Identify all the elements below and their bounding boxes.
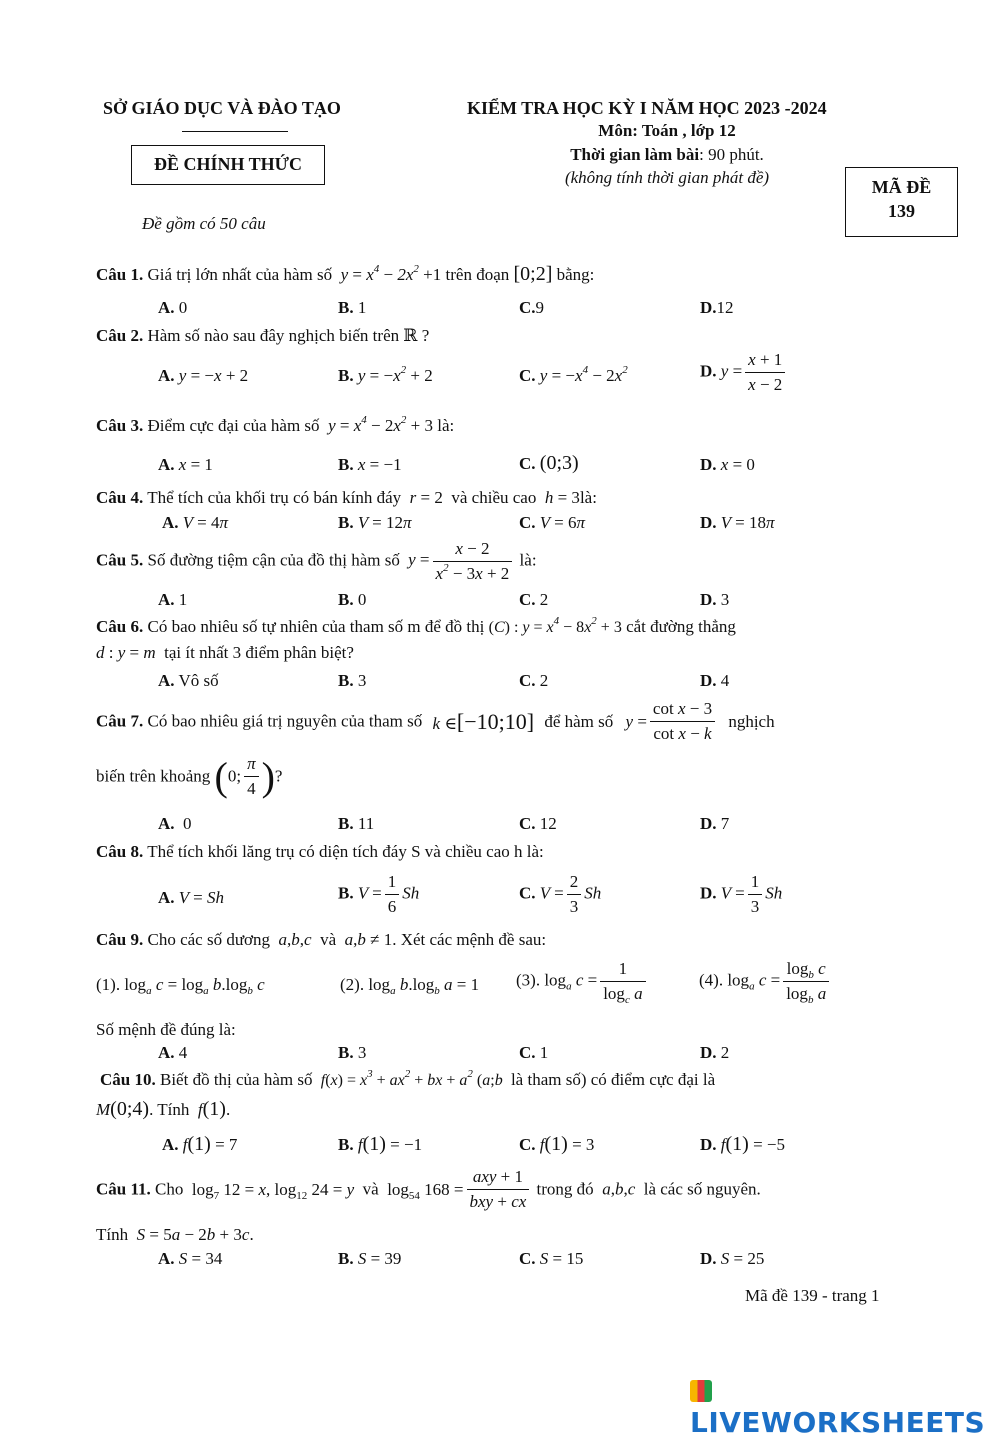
- statement-4: (4). $\log_a c$ = $\frac{\log_b c}{\log_b a}$: [699, 957, 832, 1006]
- question-text: là:: [519, 550, 537, 570]
- q11-option-a[interactable]: A. S = 34: [158, 1249, 223, 1268]
- question-text: Có bao nhiêu số tự nhiên của tham số m để đồ thị: [147, 617, 485, 636]
- question-3: [96, 416, 454, 436]
- option-label: C.: [519, 883, 536, 903]
- option-value: 0: [183, 814, 192, 833]
- question-label: Câu 10.: [100, 1070, 156, 1089]
- q9-option-a[interactable]: [158, 1043, 187, 1063]
- question-text: cắt đường thẳng: [626, 617, 736, 636]
- math-interval: [0;2]: [513, 263, 553, 285]
- q6-option-a[interactable]: [158, 671, 219, 691]
- q8-option-d[interactable]: D. V = $\frac{1}{3}$ Sh: [700, 872, 783, 916]
- q1-option-a[interactable]: [158, 298, 187, 318]
- q9-option-d[interactable]: [700, 1043, 729, 1063]
- q4-option-d[interactable]: D. V = 18π: [700, 513, 775, 532]
- question-text: và: [362, 1179, 379, 1199]
- option-label: B.: [338, 513, 354, 532]
- q9-count-text: Số mệnh đề đúng là:: [96, 1020, 236, 1039]
- question-text: nghịch: [728, 711, 775, 731]
- question-label: Câu 4.: [96, 488, 144, 507]
- question-6-cont: [96, 643, 354, 663]
- question-text: trong đó: [536, 1179, 594, 1199]
- option-label: C.: [519, 513, 536, 532]
- math-expression: $y = x^4 - 2x^2 +1$: [336, 263, 442, 284]
- option-label: A.: [158, 814, 175, 833]
- question-6: [96, 617, 736, 637]
- option-label: C.: [519, 1043, 536, 1062]
- option-label: C.: [519, 366, 536, 385]
- q11-option-d[interactable]: D. S = 25: [700, 1249, 765, 1268]
- paren-left: (: [214, 754, 228, 799]
- question-9: [96, 930, 546, 950]
- exam-time-note: (không tính thời gian phát đề): [564, 168, 770, 187]
- q2-option-d[interactable]: D. y = $\frac{x + 1}{x - 2}$: [700, 348, 788, 397]
- question-text: biến trên khoảng: [96, 766, 211, 786]
- option-value: 3: [720, 590, 730, 609]
- question-7: [96, 697, 775, 746]
- question-text: ?: [274, 766, 283, 786]
- header-divider: [182, 131, 288, 132]
- option-label: B.: [338, 590, 354, 609]
- math-expression: a,b,c: [597, 1179, 640, 1199]
- option-label: A.: [158, 455, 175, 474]
- exam-code-value: 139: [888, 201, 915, 221]
- math-expression: h = 3: [540, 488, 580, 507]
- q6-option-b[interactable]: [338, 671, 366, 691]
- question-label: Câu 6.: [96, 617, 144, 636]
- q8-option-a[interactable]: A. V = Sh: [158, 888, 224, 907]
- q9-option-b[interactable]: [338, 1043, 366, 1063]
- q1-option-b[interactable]: [338, 298, 366, 318]
- option-value: 4: [720, 671, 730, 690]
- math-expression: a,b,c: [274, 930, 316, 949]
- statement-1: (1). $\log_a c = \log_a b.\log_b$ c: [96, 975, 265, 997]
- option-value: Vô số: [178, 671, 219, 690]
- math-expression: a,b ≠ 1: [340, 930, 393, 949]
- option-label: D.: [700, 671, 717, 690]
- option-label: B.: [338, 366, 354, 385]
- option-label: B.: [338, 671, 354, 690]
- option-label: C.: [519, 1135, 536, 1154]
- option-value: 0: [357, 590, 367, 609]
- option-label: D.: [700, 1135, 717, 1154]
- question-text: Hàm số nào sau đây nghịch biến trên: [147, 326, 400, 345]
- option-label: B.: [338, 814, 354, 833]
- option-label: C.: [519, 814, 536, 833]
- q5-option-b[interactable]: [338, 590, 366, 610]
- q5-option-d[interactable]: [700, 590, 729, 610]
- q9-option-c[interactable]: [519, 1043, 548, 1063]
- question-text: Có bao nhiêu giá trị nguyên của tham số: [147, 711, 423, 731]
- option-label: A.: [162, 513, 179, 532]
- option-label: A.: [158, 366, 175, 385]
- q2-option-b[interactable]: B. $y = -x^2 + 2$: [338, 364, 433, 385]
- math-expression: k ∈[−10;10]: [432, 708, 535, 734]
- question-text: là:: [579, 488, 597, 507]
- statement-3: (3). $\log_a c$ = $\frac{1}{\log_c a}$: [516, 957, 649, 1006]
- liveworksheets-icon: [690, 1380, 712, 1402]
- option-value: 3: [357, 671, 367, 690]
- option-label: C.: [519, 454, 536, 473]
- option-label: D.: [700, 513, 717, 532]
- question-text: là tham số) có điểm cực đại là: [510, 1070, 716, 1089]
- option-value: 12: [539, 814, 557, 833]
- option-label: C.: [519, 1249, 536, 1268]
- q8-option-c[interactable]: C. V = $\frac{2}{3}$ Sh: [519, 872, 602, 916]
- math-expression: r = 2: [405, 488, 443, 507]
- exam-time: [467, 145, 867, 165]
- question-label: Câu 8.: [96, 842, 144, 861]
- question-text: ?: [421, 326, 430, 345]
- question-text: để hàm số: [544, 711, 614, 731]
- option-value: 11: [357, 814, 375, 833]
- option-value: 2: [720, 1043, 730, 1062]
- option-value: 2: [539, 590, 549, 609]
- option-value: 7: [720, 814, 730, 833]
- q6-option-c[interactable]: [519, 671, 548, 691]
- option-value: 1: [539, 1043, 549, 1062]
- exam-time-label: Thời gian làm bài: [570, 145, 700, 164]
- exam-title: KIỂM TRA HỌC KỲ I NĂM HỌC 2023 -2024: [467, 98, 827, 118]
- option-value: 3: [357, 1043, 367, 1062]
- paren-right: ): [261, 754, 275, 799]
- math-expression: $y = x^4 - 2x^2 + 3$: [323, 414, 433, 435]
- question-text: Cho các số dương: [147, 930, 271, 949]
- option-label: D.: [700, 590, 717, 609]
- q4-option-a[interactable]: A. V = 4π: [162, 513, 228, 532]
- question-text: Điểm cực đại của hàm số: [147, 416, 320, 435]
- option-label: A.: [158, 888, 175, 907]
- question-text: trên đoạn: [445, 265, 510, 284]
- exam-subject: Môn: Toán , lớp 12: [598, 121, 736, 140]
- question-text: Tính: [96, 1225, 129, 1244]
- q7-option-c[interactable]: [519, 814, 557, 834]
- option-label: D.: [700, 883, 717, 903]
- math-expression: y =: [625, 711, 647, 731]
- option-label: B.: [338, 1135, 354, 1154]
- question-1: [96, 263, 594, 286]
- question-label: Câu 1.: [96, 265, 144, 284]
- question-label: Câu 11.: [96, 1179, 151, 1199]
- option-label: B.: [338, 1249, 354, 1268]
- question-5: [96, 537, 537, 586]
- question-2: [96, 326, 429, 346]
- option-label: D.: [700, 455, 717, 474]
- question-text: là các số nguyên.: [643, 1179, 761, 1199]
- q2-option-c[interactable]: C. $y = -x^4 - 2x^2$: [519, 364, 628, 385]
- q1-option-c[interactable]: [519, 298, 544, 318]
- option-label: D.: [700, 814, 717, 833]
- question-text: . Tính: [149, 1100, 190, 1119]
- math-expression: y =: [408, 550, 430, 570]
- option-value: 12: [716, 298, 734, 317]
- question-10-cont: [96, 1098, 230, 1121]
- question-text: bằng:: [556, 265, 595, 284]
- watermark-text: LIVEWORKSHEETS: [690, 1406, 986, 1439]
- question-8: [96, 842, 544, 862]
- q5-option-c[interactable]: [519, 590, 548, 610]
- math-expression: f(1).: [193, 1098, 231, 1120]
- liveworksheets-logo[interactable]: [690, 1373, 1000, 1439]
- q5-option-a[interactable]: [158, 590, 187, 610]
- option-label: A.: [158, 1043, 175, 1062]
- math-fraction: $\frac{x - 2}{x^2 - 3x + 2}$: [433, 537, 513, 586]
- question-4: [96, 488, 597, 508]
- option-label: A.: [158, 671, 175, 690]
- math-expression: S = 5a − 2b + 3c.: [132, 1225, 254, 1244]
- question-label: Câu 5.: [96, 550, 144, 570]
- option-value: 1: [357, 298, 367, 317]
- question-text: Giá trị lớn nhất của hàm số: [147, 265, 333, 284]
- question-text: . Xét các mệnh đề sau:: [392, 930, 547, 949]
- q7-option-a[interactable]: [158, 814, 192, 834]
- question-text: Biết đồ thị của hàm số: [159, 1070, 313, 1089]
- math-expression: M(0;4): [96, 1098, 150, 1120]
- option-label: C.: [519, 590, 536, 609]
- option-label: B.: [338, 883, 354, 903]
- option-label: C.: [519, 298, 536, 317]
- question-11-cont: [96, 1225, 254, 1245]
- statement-2: (2). $\log_a b.\log_b$ a = 1: [340, 975, 480, 997]
- option-label: B.: [338, 298, 354, 317]
- option-label: B.: [338, 1043, 354, 1062]
- math-fraction: $\frac{\text{cot x − 3}}{\text{cot x − k}}$: [650, 697, 715, 746]
- q11-option-c[interactable]: C. S = 15: [519, 1249, 584, 1268]
- q10-option-c[interactable]: C. f(1) = 3: [519, 1133, 595, 1155]
- option-label: B.: [338, 455, 354, 474]
- math-expression: $\log_{54} 168$ =: [382, 1179, 464, 1202]
- question-11: [96, 1165, 761, 1214]
- exam-time-value: : 90 phút.: [699, 145, 764, 164]
- q6-option-d[interactable]: [700, 671, 729, 691]
- question-text: và: [320, 930, 337, 949]
- q2-option-a[interactable]: A. y = −x + 2: [158, 366, 249, 385]
- q8-option-b[interactable]: B. V = $\frac{1}{6}$ Sh: [338, 872, 420, 916]
- q10-option-d[interactable]: D. f(1) = −5: [700, 1133, 786, 1155]
- option-label: C.: [519, 671, 536, 690]
- math-fraction: $\frac{\pi}{4}$: [244, 752, 259, 801]
- official-label: ĐỀ CHÍNH THỨC: [153, 154, 303, 174]
- question-text: Cho: [155, 1179, 184, 1199]
- option-label: A.: [158, 590, 175, 609]
- question-label: Câu 2.: [96, 326, 144, 345]
- question-label: Câu 9.: [96, 930, 144, 949]
- option-label: A.: [158, 298, 175, 317]
- option-label: A.: [162, 1135, 179, 1154]
- q4-option-c[interactable]: C. V = 6π: [519, 513, 585, 532]
- question-text: tại ít nhất 3 điểm phân biệt?: [164, 643, 354, 662]
- option-value: 1: [178, 590, 188, 609]
- question-text: Thể tích của khối trụ có bán kính đáy: [147, 488, 402, 507]
- q3-option-a[interactable]: A. x = 1: [158, 455, 213, 474]
- q11-option-b[interactable]: B. S = 39: [338, 1249, 402, 1268]
- option-value: 0: [178, 298, 188, 317]
- question-label: Câu 3.: [96, 416, 144, 435]
- option-value: 4: [178, 1043, 188, 1062]
- question-7-cont: biến trên khoảng (0; $\frac{\pi}{4}$ )?: [96, 754, 283, 799]
- question-count-note: Đề gồm có 50 câu: [142, 214, 266, 233]
- option-label: D.: [700, 1249, 717, 1268]
- option-label: A.: [158, 1249, 175, 1268]
- option-label: D.: [700, 1043, 717, 1062]
- q10-option-a[interactable]: A. f(1) = 7: [162, 1133, 238, 1155]
- math-fraction: $\frac{\text{axy + 1}}{\text{bxy + cx}}$: [467, 1165, 530, 1214]
- option-label: D.: [700, 298, 717, 317]
- math-expression: (C) : $y = x^4 - 8x^2 + 3$: [488, 615, 622, 636]
- q4-option-b[interactable]: B. V = 12π: [338, 513, 412, 532]
- math-expression: d : y = m: [96, 643, 160, 662]
- q3-option-c[interactable]: C. (0;3): [519, 452, 579, 474]
- question-text: và chiều cao: [451, 488, 537, 507]
- math-expression: $\log_7 12 = x$, $\log_{12} 24 = y$: [187, 1179, 355, 1202]
- q7-option-b[interactable]: [338, 814, 374, 834]
- department-name: SỞ GIÁO DỤC VÀ ĐÀO TẠO: [103, 98, 341, 118]
- page-label: Mã đề 139 - trang 1: [745, 1286, 880, 1305]
- option-value: 2: [539, 671, 549, 690]
- q3-option-b[interactable]: B. x = −1: [338, 455, 402, 474]
- question-10: [100, 1070, 715, 1090]
- q1-option-d[interactable]: [700, 298, 734, 318]
- question-text: là:: [437, 416, 455, 435]
- math-expression: $f(x) = x^3 + ax^2$ + bx + $a^2$ (a;b: [316, 1068, 507, 1089]
- question-text: Số đường tiệm cận của đồ thị hàm số: [147, 550, 400, 570]
- q10-option-b[interactable]: B. f(1) = −1: [338, 1133, 423, 1155]
- q3-option-d[interactable]: D. x = 0: [700, 455, 755, 474]
- option-label: D.: [700, 361, 717, 381]
- option-value: 9: [535, 298, 545, 317]
- exam-code-label: MÃ ĐỀ: [871, 177, 932, 197]
- real-numbers-symbol: ℝ: [403, 326, 418, 346]
- question-text: Thể tích khối lăng trụ có diện tích đáy S và chiều cao h là:: [147, 842, 544, 861]
- question-label: Câu 7.: [96, 711, 144, 731]
- q7-option-d[interactable]: [700, 814, 729, 834]
